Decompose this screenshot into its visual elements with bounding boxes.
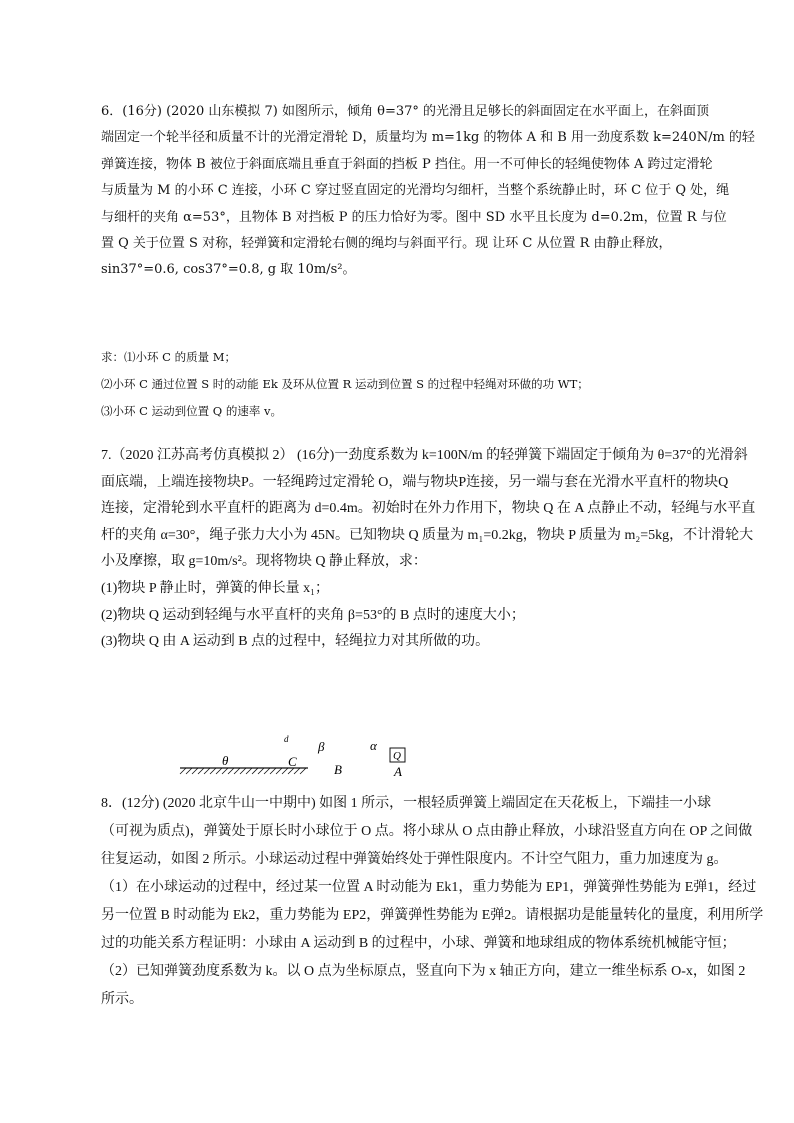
question-6-subquestions — [101, 344, 589, 425]
q7-line: 面底端，上端连接物块P。一轻绳跨过定滑轮 O，端与物块P连接，另一端与套在光滑水平直杆的物块Q — [101, 474, 729, 490]
q6-line: 与细杆的夹角 α=53°，且物体 B 对挡板 P 的压力恰好为零。图中 SD 水平且长度为 d=0.2m，位置 R 与位 — [101, 209, 727, 225]
q6-line: 弹簧连接，物体 B 被位于斜面底端且垂直于斜面的挡板 P 挡住。用一不可伸长的轻绳使物体 A 跨过定滑轮 — [101, 156, 713, 172]
q8-line: 过的功能关系方程证明：小球由 A 运动到 B 的过程中，小球、弹簧和地球组成的物体系统机械能守恒； — [101, 936, 736, 951]
q6-sub-1: 求：⑴小环 C 的质量 M； — [101, 350, 237, 364]
q8-line: 所示。 — [101, 992, 143, 1007]
q8-line: （2）已知弹簧劲度系数为 k。以 O 点为坐标原点，竖直向下为 x 轴正方向，建立一维坐标系 O-x，如图 2 — [101, 964, 746, 979]
q7-line: 小及摩擦，取 g=10m/s²。现将物块 Q 静止释放，求： — [101, 554, 427, 570]
label-c: C — [288, 754, 297, 769]
q8-line: 另一位置 B 时动能为 Ek2，重力势能为 EP2，弹簧弹性势能为 E弹2。请根据功是能量转化的量度，利用所学 — [101, 908, 764, 923]
pulley-diagram — [178, 728, 418, 784]
q6-line: 端固定一个轮半径和质量不计的光滑定滑轮 D，质量均为 m=1kg 的物体 A 和 B 用一劲度系数 k=240N/m 的轻 — [101, 130, 755, 146]
q7-line: 杆的夹角 α=30°，绳子张力大小为 45N。已知物块 Q 质量为 m₁=0.2kg，物块 P 质量为 m₂=5kg，不计滑轮大 — [101, 527, 754, 543]
q8-line: （1）在小球运动的过程中，经过某一位置 A 时动能为 Ek1，重力势能为 EP1，弹簧弹性势能为 E弹1，经过 — [101, 880, 757, 895]
q6-line: 置 Q 关于位置 S 对称，轻弹簧和定滑轮右侧的绳均与斜面平行。现 让环 C 从位置 R 由静止释放， — [101, 235, 672, 251]
q8-line: 8．(12分) (2020 北京牛山一中期中) 如图 1 所示，一根轻质弹簧上端固定在天花板上，下端挂一小球 — [101, 796, 712, 811]
label-a: A — [394, 764, 402, 779]
q6-line: 6．(16分) (2020 山东模拟 7) 如图所示，倾角 θ=37° 的光滑且足够长的斜面固定在水平面上，在斜面顶 — [101, 104, 710, 119]
q7-line: (1)物块 P 静止时，弹簧的伸长量 x₁； — [101, 580, 329, 596]
q6-sub-3: ⑶小环 C 运动到位置 Q 的速率 v。 — [101, 404, 282, 418]
label-b: B — [334, 762, 342, 777]
label-d: d — [284, 734, 289, 744]
q7-line: (2)物块 Q 运动到轻绳与水平直杆的夹角 β=53°的 B 点时的速度大小； — [101, 607, 525, 623]
q6-line: 与质量为 M 的小环 C 连接，小环 C 穿过竖直固定的光滑均匀细杆，当整个系统静止时，环 C 位于 Q 处，绳 — [101, 183, 730, 199]
label-alpha: α — [370, 738, 377, 753]
q7-line: 7.（2020 江苏高考仿真模拟 2） (16分)一劲度系数为 k=100N/m 的轻弹簧下端固定于倾角为 θ=37°的光滑斜 — [101, 448, 748, 463]
q6-sub-2: ⑵小环 C 通过位置 S 时的动能 Ek 及环从位置 R 运动到位置 S 的过程中轻绳对环做的功 WT； — [101, 377, 589, 391]
label-theta: θ — [222, 753, 229, 768]
q8-line: 往复运动，如图 2 所示。小球运动过程中弹簧始终处于弹性限度内。不计空气阻力，重力加速度为 g。 — [101, 852, 728, 867]
label-q: Q — [393, 750, 401, 762]
q8-line: （可视为质点)，弹簧处于原长时小球位于 O 点。将小球从 O 点由静止释放，小球沿竖直方向在 OP 之间做 — [101, 824, 753, 839]
question-7 — [101, 443, 756, 656]
q6-line: sin37°=0.6, cos37°=0.8, g 取 10m/s²。 — [101, 262, 356, 278]
question-6 — [101, 99, 755, 284]
q7-line: (3)物块 Q 由 A 运动到 B 点的过程中，轻绳拉力对其所做的功。 — [101, 634, 490, 650]
question-8 — [101, 790, 764, 1014]
q7-line: 连接，定滑轮到水平直杆的距离为 d=0.4m。初始时在外力作用下，物块 Q 在 A 点静止不动，轻绳与水平直 — [101, 501, 756, 517]
label-beta: β — [318, 739, 325, 754]
